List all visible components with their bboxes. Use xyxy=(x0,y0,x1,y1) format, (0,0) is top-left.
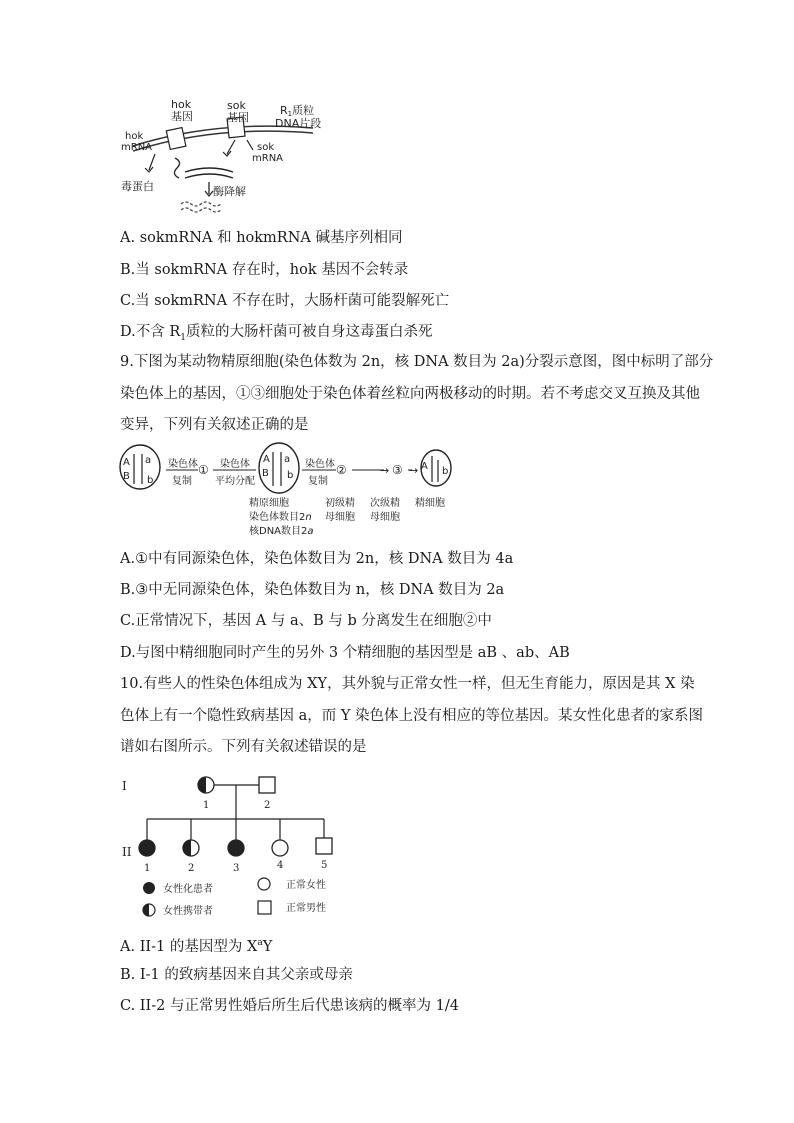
step-label: 染色体 xyxy=(168,459,198,470)
gene-label: b xyxy=(442,466,449,477)
arrowhead: → xyxy=(409,464,419,477)
q9-option-c: C.正常情况下，基因 A 与 a、B 与 b 分离发生在细胞②中 xyxy=(120,613,492,629)
ii5-normal-male xyxy=(316,838,332,854)
q8-d-text: D.不含 R xyxy=(120,324,181,340)
gene-label: a xyxy=(284,454,291,465)
q10-option-b: B. I-1 的致病基因来自其父亲或母亲 xyxy=(120,967,353,983)
step-label: 染色体 xyxy=(220,459,250,470)
generation-2-label: II xyxy=(122,845,132,859)
sok-gene-label-2: 基因 xyxy=(227,111,249,124)
generation-1-label: I xyxy=(122,779,127,793)
legend-normal-male: 正常男性 xyxy=(286,903,326,914)
q10-stem-3: 谱如右图所示。下列有关叙述错误的是 xyxy=(120,739,367,755)
gene-label: b xyxy=(147,475,154,486)
ii4-normal-female xyxy=(272,840,288,856)
hok-mrna-label-2: mRNA xyxy=(121,142,153,153)
q10-option-c: C. II-2 与正常男性婚后所生后代患该病的概率为 1/4 xyxy=(120,998,459,1014)
hok-gene-label: hok xyxy=(171,98,192,111)
carrier-half-fill xyxy=(143,904,149,916)
carrier-half-fill xyxy=(198,777,206,793)
cell-3-marker: ③ xyxy=(392,463,403,477)
q10-stem-2: 色体上有一个隐性致病基因 a，而 Y 染色体上没有相应的等位基因。某女性化患者的家系图 xyxy=(120,708,704,724)
secondary-label: 次级精 xyxy=(370,498,400,509)
dna-strand-lower xyxy=(133,131,313,151)
gene-label: a xyxy=(145,455,152,466)
q8-option-a: A. sokmRNA 和 hokmRNA 碱基序列相同 xyxy=(120,230,403,246)
ii1-affected xyxy=(139,840,155,856)
primary-label: 初级精 xyxy=(325,498,355,509)
legend-carrier: 女性携带者 xyxy=(163,906,213,917)
q10-a-sup: a xyxy=(257,938,263,948)
q10-option-a xyxy=(120,933,272,957)
plasmid-label: R1质粒 xyxy=(280,104,315,118)
ind-number: 2 xyxy=(264,800,271,811)
q8-option-c: C.当 sokmRNA 不存在时，大肠杆菌可能裂解死亡 xyxy=(120,293,450,309)
sok-gene-label: sok xyxy=(227,99,246,112)
gene-label: A xyxy=(421,461,428,472)
plasmid-figure xyxy=(115,98,330,223)
gene-label: A xyxy=(123,457,130,468)
plasmid-label-2: DNA片段 xyxy=(275,117,322,130)
gene-label: B xyxy=(123,471,130,482)
q8-option-b: B.当 sokmRNA 存在时，hok 基因不会转录 xyxy=(120,262,409,278)
ind-number: 3 xyxy=(233,863,240,874)
legend-normal-female: 正常女性 xyxy=(286,880,326,891)
duplex-upper xyxy=(185,168,233,172)
q8-option-d xyxy=(120,322,432,348)
ind-number: 4 xyxy=(277,860,284,871)
carrier-half-fill xyxy=(183,840,191,856)
hok-gene-label-2: 基因 xyxy=(171,110,193,123)
degraded-fragment-1 xyxy=(181,202,221,206)
step-label: 平均分配 xyxy=(215,476,255,487)
hok-gene-box xyxy=(166,128,186,150)
cell-2-marker: ② xyxy=(336,463,347,477)
arrow-sok-2 xyxy=(247,140,253,150)
hok-mrna-strand xyxy=(174,158,179,178)
q9-stem-1: 9.下图为某动物精原细胞(染色体数为 2n，核 DNA 数目为 2a)分裂示意图，图中标明了部分 xyxy=(120,354,714,370)
gene-label: b xyxy=(287,470,294,481)
cell-1-marker: ① xyxy=(198,463,209,477)
q10-stem-1: 10.有些人的性染色体组成为 XY，其外貌与正常女性一样，但无生育能力，原因是其 X 染 xyxy=(120,676,695,692)
spermatogonium-label: 精原细胞 xyxy=(249,498,289,509)
spermatogonium-dna: 核DNA数目2a xyxy=(249,526,314,537)
q9-option-a: A.①中有同源染色体，染色体数目为 2n，核 DNA 数目为 4a xyxy=(120,551,514,567)
q9-option-b: B.③中无同源染色体，染色体数目为 n，核 DNA 数目为 2a xyxy=(120,582,505,598)
sok-mrna-label: sok xyxy=(257,142,275,153)
meiosis-figure xyxy=(116,442,466,542)
hok-mrna-label: hok xyxy=(125,131,144,142)
q9-stem-3: 变异，下列有关叙述正确的是 xyxy=(120,417,309,433)
pedigree-figure xyxy=(118,764,350,924)
ind-number: 1 xyxy=(203,800,210,811)
q8-d-text-2: 质粒的大肠杆菌可被自身这毒蛋白杀死 xyxy=(185,324,433,340)
step-label: 染色体 xyxy=(305,459,335,470)
legend-normal-male-symbol xyxy=(258,901,271,914)
q9-stem-2: 染色体上的基因，①③细胞处于染色体着丝粒向两极移动的时期。若不考虑交叉互换及其他 xyxy=(120,386,700,402)
toxin-label: 毒蛋白 xyxy=(121,180,154,193)
duplex-lower xyxy=(185,174,233,178)
step-label: 复制 xyxy=(172,476,192,487)
legend-normal-female-symbol xyxy=(258,878,270,890)
q10-a-text-2: Y xyxy=(262,938,273,955)
secondary-label-2: 母细胞 xyxy=(370,512,400,523)
ind-number: 2 xyxy=(188,863,195,874)
ind-number: 5 xyxy=(321,860,328,871)
spermatogonium-chromosome: 染色体数目2n xyxy=(249,512,312,523)
enzyme-label: 酶降解 xyxy=(213,185,246,198)
primary-label-2: 母细胞 xyxy=(325,512,355,523)
sperm-label: 精细胞 xyxy=(415,498,445,509)
gene-label: A xyxy=(263,454,270,465)
arrowhead: → xyxy=(380,464,390,477)
step-label: 复制 xyxy=(308,476,328,487)
legend-affected: 女性化患者 xyxy=(163,884,213,895)
q9-option-d: D.与图中精细胞同时产生的另外 3 个精细胞的基因型是 aB 、ab、AB xyxy=(120,645,570,661)
ind-number: 1 xyxy=(144,863,151,874)
legend-affected-symbol xyxy=(143,882,155,894)
ii3-affected xyxy=(228,840,244,856)
gene-label: B xyxy=(262,468,269,479)
degraded-fragment-2 xyxy=(181,208,221,212)
i2-normal-male xyxy=(259,777,275,793)
q8-d-sub: 1 xyxy=(180,332,186,343)
sok-mrna-label-2: mRNA xyxy=(252,153,284,164)
q10-a-text: A. II-1 的基因型为 X xyxy=(120,938,258,955)
